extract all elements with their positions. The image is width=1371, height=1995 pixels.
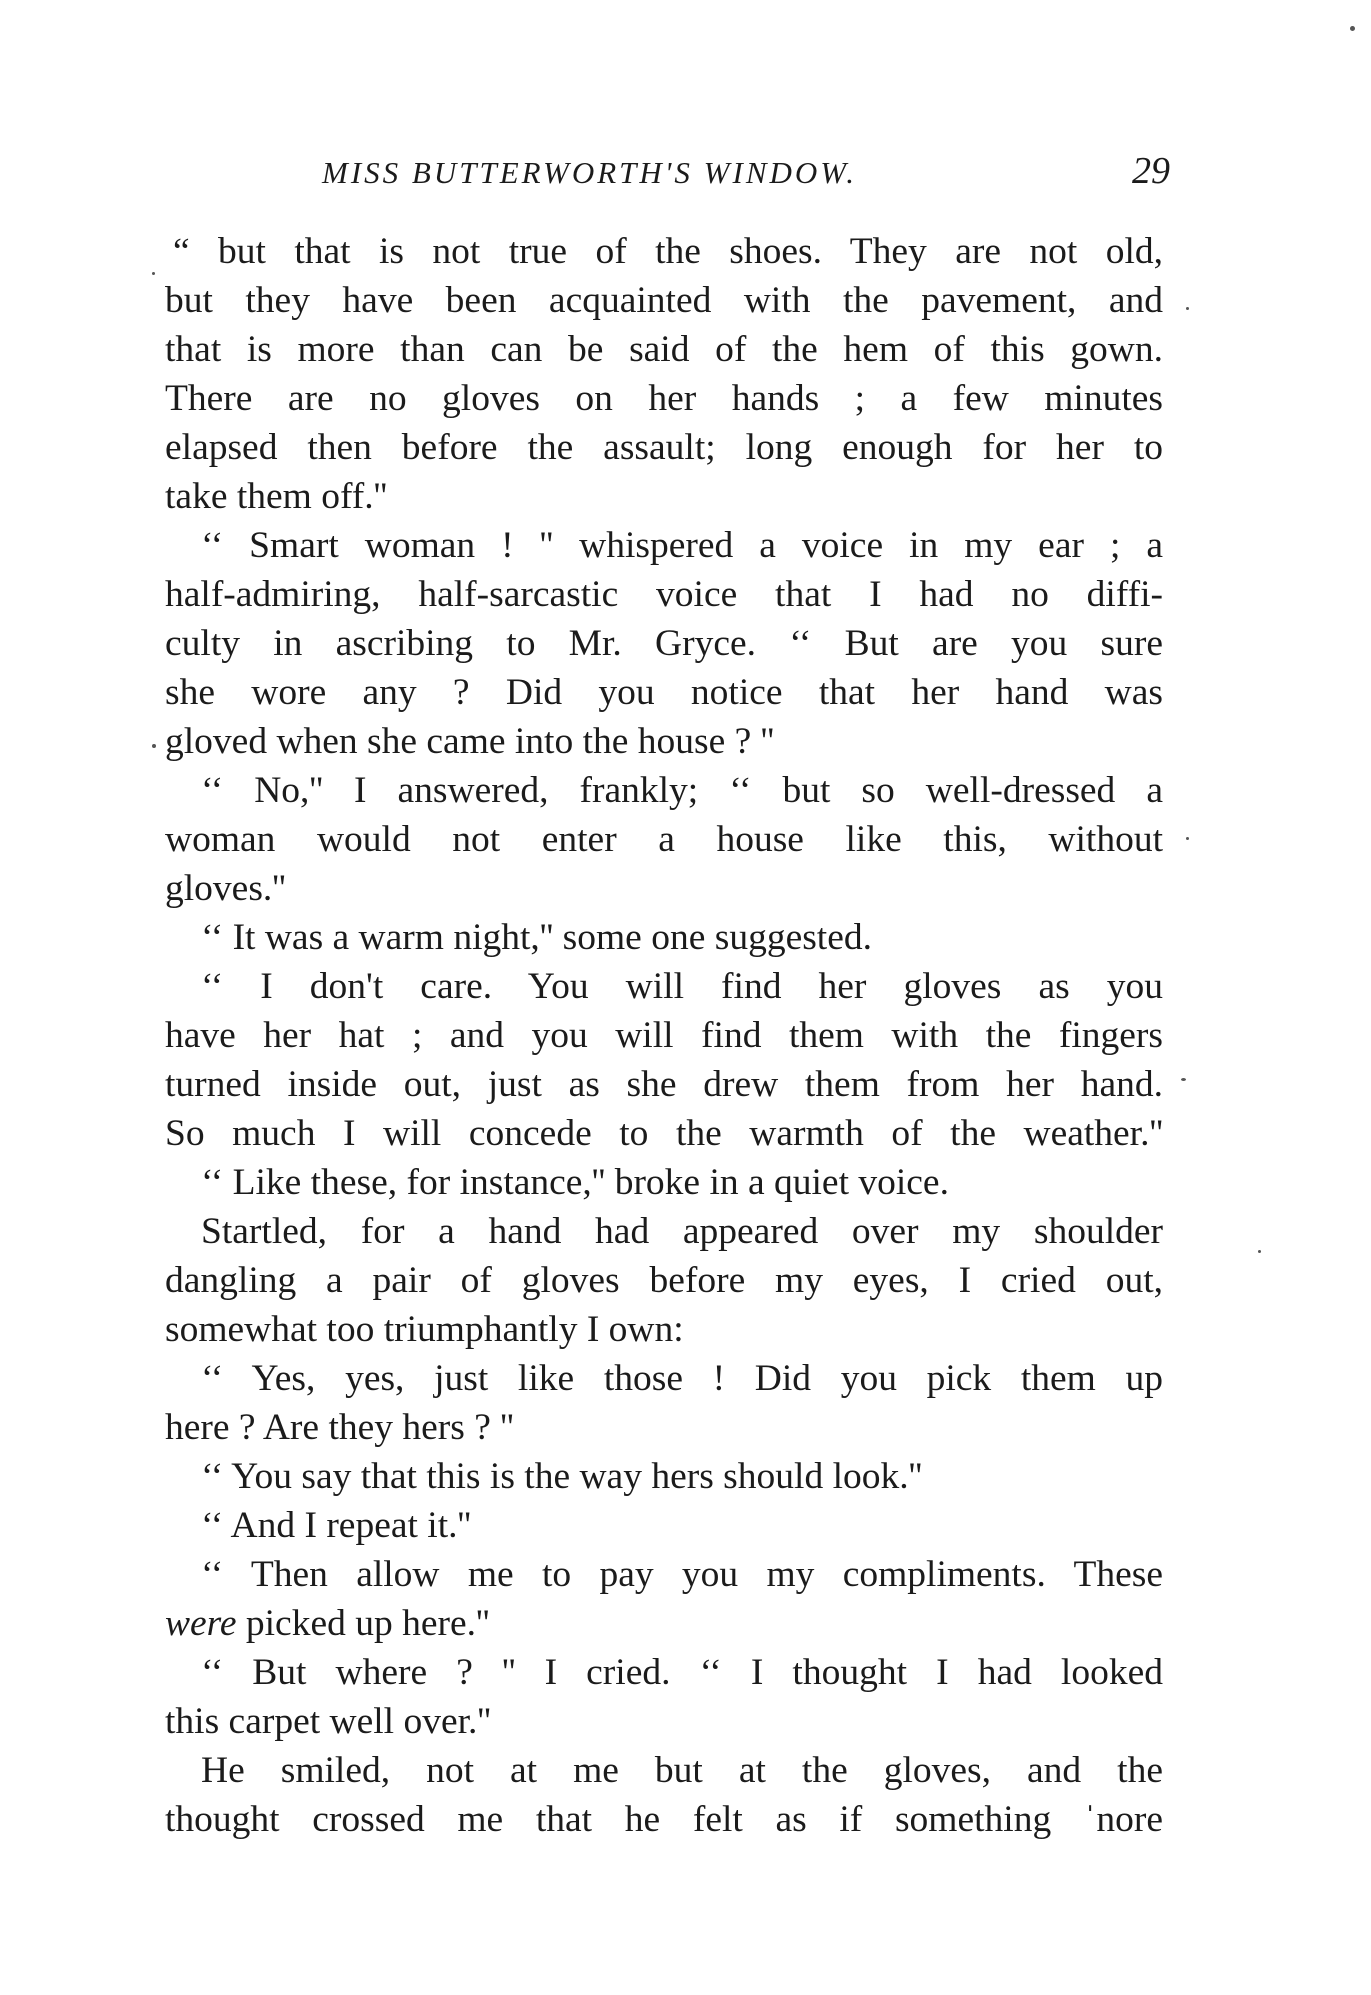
page-number: 29 bbox=[1132, 150, 1170, 192]
italic-word: were bbox=[165, 1603, 237, 1644]
print-speck bbox=[1186, 837, 1189, 840]
text-line: here ? Are they hers ? '' bbox=[165, 1407, 514, 1448]
print-speck bbox=[1258, 1250, 1261, 1253]
text-line: this carpet well over.'' bbox=[165, 1701, 491, 1742]
text-line: ‘‘ Smart woman ! '' whispered a voice in my ear ; a bbox=[201, 525, 1163, 566]
text-line: elapsed then before the assault; long enough for her to bbox=[165, 427, 1163, 468]
text-line: woman would not enter a house like this, without bbox=[165, 819, 1163, 860]
print-speck bbox=[152, 272, 155, 275]
body-text bbox=[165, 227, 1163, 1844]
text-line: but they have been acquainted with the pavement, and bbox=[165, 280, 1163, 321]
text-line: half-admiring, half-sarcastic voice that I had no diffi- bbox=[165, 574, 1163, 615]
print-speck bbox=[1181, 1078, 1186, 1081]
print-speck bbox=[1186, 307, 1189, 310]
text-line: thought crossed me that he felt as if something ˈnore bbox=[165, 1799, 1163, 1840]
text-line: ‘‘ Then allow me to pay you my compliments. These bbox=[201, 1554, 1163, 1595]
running-head bbox=[160, 150, 1170, 205]
text-line: somewhat too triumphantly I own: bbox=[165, 1309, 684, 1350]
text-line: dangling a pair of gloves before my eyes, I cried out, bbox=[165, 1260, 1163, 1301]
text-line: culty in ascribing to Mr. Gryce. ‘‘ But are you sure bbox=[165, 623, 1163, 664]
text-line: turned inside out, just as she drew them from her hand. bbox=[165, 1064, 1163, 1105]
print-speck bbox=[1350, 26, 1355, 31]
text-line: gloves.'' bbox=[165, 868, 286, 909]
text-line: There are no gloves on her hands ; a few minutes bbox=[165, 378, 1163, 419]
text-line: she wore any ? Did you notice that her hand was bbox=[165, 672, 1163, 713]
text-line: ‘‘ But where ? '' I cried. ‘‘ I thought I had looked bbox=[201, 1652, 1163, 1693]
print-speck bbox=[152, 744, 156, 748]
text-line: were picked up here.'' bbox=[165, 1603, 490, 1644]
text-line: Startled, for a hand had appeared over my shoulder bbox=[201, 1211, 1163, 1252]
text-line: ‘‘ Yes, yes, just like those ! Did you pick them up bbox=[201, 1358, 1163, 1399]
text-line: ‘‘ It was a warm night,'' some one suggested. bbox=[201, 917, 872, 958]
text-line: that is more than can be said of the hem of this gown. bbox=[165, 329, 1163, 370]
text-line: ‘‘ I don't care. You will find her gloves as you bbox=[201, 966, 1163, 1007]
text-line: ‘‘ And I repeat it.'' bbox=[201, 1505, 472, 1546]
text-line: take them off.'' bbox=[165, 476, 388, 517]
text-line: ‘‘ Like these, for instance,'' broke in a quiet voice. bbox=[201, 1162, 949, 1203]
text-line: have her hat ; and you will find them with the fingers bbox=[165, 1015, 1163, 1056]
text-line: “ but that is not true of the shoes. They are not old, bbox=[173, 231, 1163, 272]
text-line: ‘‘ No,'' I answered, frankly; ‘‘ but so well-dressed a bbox=[201, 770, 1163, 811]
text-line: He smiled, not at me but at the gloves, and the bbox=[201, 1750, 1163, 1791]
text-line: ‘‘ You say that this is the way hers should look.'' bbox=[201, 1456, 923, 1497]
text-line: gloved when she came into the house ? '' bbox=[165, 721, 775, 762]
running-title: MISS BUTTERWORTH'S WINDOW. bbox=[322, 155, 857, 190]
text-line: So much I will concede to the warmth of the weather.'' bbox=[165, 1113, 1163, 1154]
